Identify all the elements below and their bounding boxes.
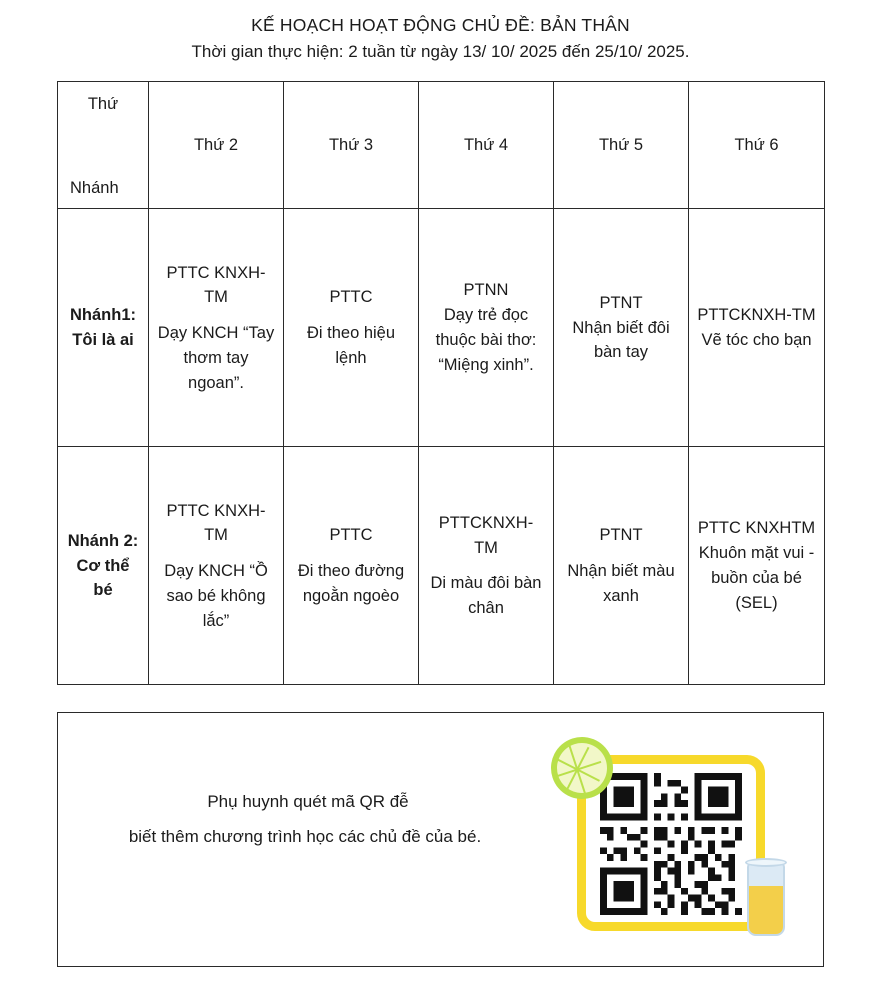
column-header-day-2: Thứ 3: [284, 82, 419, 209]
activity-code: PTTC KNXHTM: [697, 519, 816, 538]
cell-r1-c2: [284, 209, 419, 447]
cell-r1-c5: [689, 209, 825, 447]
document-heading: [0, 0, 881, 63]
activity-detail: Dạy KNCH “Tay thơm tay ngoan”.: [157, 324, 279, 392]
activity-code: PTTC: [329, 288, 373, 307]
qr-graphic: [551, 737, 791, 942]
corner-label-branch: Nhánh: [70, 178, 119, 197]
activity-detail: Di màu đôi bàn chân: [430, 574, 547, 618]
qr-instruction-line-1: Phụ huynh quét mã QR đễ: [207, 792, 409, 812]
cell-r2-c2: [284, 447, 419, 685]
row-header-branch-2: Nhánh 2: Cơ thể bé: [58, 447, 149, 685]
activity-detail: Đi theo hiệu lệnh: [306, 324, 400, 367]
activity-code: PTNN: [463, 281, 509, 300]
activity-code: PTNT: [599, 526, 643, 545]
column-header-day-1: Thứ 2: [149, 82, 284, 209]
activity-code: PTNT: [599, 293, 643, 312]
activity-detail: Dạy trẻ đọc thuộc bài thơ: “Miệng xinh”.: [435, 306, 541, 374]
juice-glass-icon: [743, 856, 789, 942]
activity-detail: Dạy KNCH “Ồ sao bé không lắc”: [164, 562, 273, 630]
table-corner-cell: [58, 82, 149, 209]
cell-r1-c4: [554, 209, 689, 447]
qr-code[interactable]: [595, 773, 747, 915]
activity-detail: Vẽ tóc cho bạn: [701, 330, 812, 349]
row-header-branch-1: Nhánh1: Tôi là ai: [58, 209, 149, 447]
activity-code: PTTC: [329, 526, 373, 545]
qr-instruction-line-2: biết thêm chương trình học các chủ đề của bé.: [128, 827, 482, 847]
activity-detail: Khuôn mặt vui - buồn của bé (SEL): [698, 544, 819, 612]
cell-r1-c1: [149, 209, 284, 447]
cell-r2-c1: [149, 447, 284, 685]
cell-r1-c3: [419, 209, 554, 447]
activity-detail: Đi theo đường ngoằn ngoèo: [297, 562, 409, 605]
table-row: [58, 447, 825, 685]
activity-code: PTTC KNXH-TM: [166, 501, 266, 545]
page-title: KẾ HOẠCH HOẠT ĐỘNG CHỦ ĐỀ: BẢN THÂN: [251, 15, 630, 35]
corner-label-day: Thứ: [87, 95, 119, 114]
activity-code: PTTC KNXH-TM: [166, 263, 266, 307]
activity-detail: Nhận biết màu xanh: [567, 562, 680, 605]
activity-code: PTTCKNXH-TM: [697, 306, 816, 325]
column-header-day-4: Thứ 5: [554, 82, 689, 209]
page-subtitle: Thời gian thực hiện: 2 tuần từ ngày 13/ 10/ 2025 đến 25/10/ 2025.: [191, 41, 690, 61]
plan-table: [57, 81, 825, 685]
column-header-day-3: Thứ 4: [419, 82, 554, 209]
activity-detail: Nhận biết đôi bàn tay: [572, 318, 675, 362]
activity-code: PTTCKNXH-TM: [438, 513, 534, 557]
column-header-day-5: Thứ 6: [689, 82, 825, 209]
table-row: [58, 209, 825, 447]
qr-section: [57, 712, 824, 967]
table-header-row: [58, 82, 825, 209]
cell-r2-c4: [554, 447, 689, 685]
plan-table-wrapper: [57, 81, 824, 685]
cell-r2-c3: [419, 447, 554, 685]
cell-r2-c5: [689, 447, 825, 685]
qr-instruction-text: [58, 785, 558, 855]
